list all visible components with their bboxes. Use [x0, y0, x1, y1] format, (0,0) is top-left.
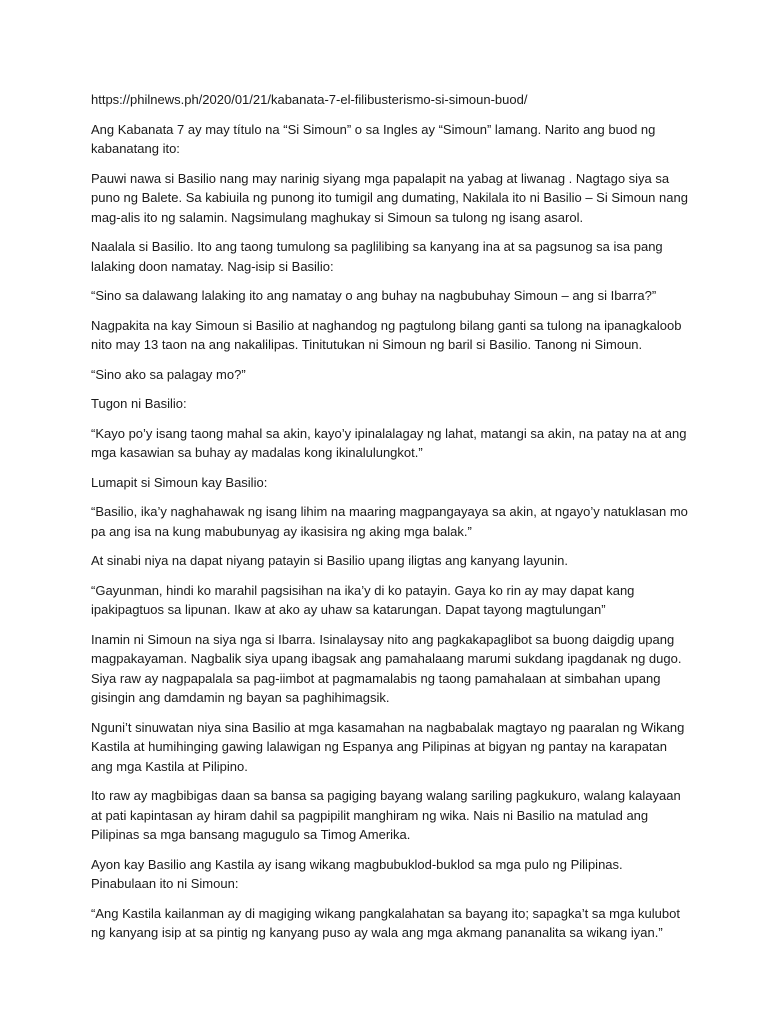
paragraph: Tugon ni Basilio:: [91, 396, 187, 411]
quote-paragraph: “Basilio, ika’y naghahawak ng isang lihim na maaring magpangayaya sa akin, at ngayo’y natuklasan mo pa ang isa na kung mabubunyag ay ikasisira ng aking mga balak.”: [91, 504, 688, 539]
paragraph: Nguni’t sinuwatan niya sina Basilio at mga kasamahan na nagbabalak magtayo ng paaralan ng Wikang Kastila at humihinging gawing lalawigan ng Espanya ang Pilipinas at bigyan ng pantay na karapatan ang mga Kastila at Pilipino.: [91, 719, 685, 774]
source-url: https://philnews.ph/2020/01/21/kabanata-7-el-filibusterismo-si-simoun-buod/: [91, 92, 528, 107]
paragraph: Pauwi nawa si Basilio nang may narinig siyang mga papalapit na yabag at liwanag . Nagtago siya sa puno ng Balete. Sa kabiuila ng punong ito tumigil ang dumating, Nakilala ito ni Basilio – Si Simoun nang mag-alis ito ng salamin. Nagsimulang maghukay si Simoun sa tulong ng isang asarol.: [91, 170, 688, 225]
paragraph: Inamin ni Simoun na siya nga si Ibarra. Isinalaysay nito ang pagkakapaglibot sa buong daigdig upang magpakayaman. Nagbalik siya upang ibagsak ang pamahalaang marumi sukdang ipagdanak ng dugo. Siya raw ay nagpapalala sa pag-iimbot at pagmamalabis ng taong pamahalaan at simbahan upang gisingin ang damdamin ng bayan sa paghihimagsik.: [91, 631, 682, 705]
quote-paragraph: “Kayo po’y isang taong mahal sa akin, kayo’y ipinalalagay ng lahat, matangi sa akin, na patay na at ang mga kasawian sa buhay ay madalas kong ikinalulungkot.”: [91, 425, 687, 460]
quote-paragraph: “Ang Kastila kailanman ay di magiging wikang pangkalahatan sa bayang ito; sapagka’t sa mga kulubot ng kanyang isip at sa pintig ng kanyang puso ay wala ang mga akmang pananalita sa wikang iyan.”: [91, 905, 680, 940]
paragraph: At sinabi niya na dapat niyang patayin si Basilio upang iligtas ang kanyang layunin.: [91, 553, 568, 568]
quote-paragraph: “Sino ako sa palagay mo?”: [91, 366, 246, 382]
paragraph: Ayon kay Basilio ang Kastila ay isang wikang magbubuklod-buklod sa mga pulo ng Pilipinas. Pinabulaan ito ni Simoun:: [91, 856, 623, 891]
paragraph: Nagpakita na kay Simoun si Basilio at naghandog ng pagtulong bilang ganti sa tulong na ipanagkaloob nito may 13 taon na ang nakalilipas. Tinitutukan ni Simoun ng baril si Basilio. Tanong ni Simoun.: [91, 317, 682, 352]
paragraph: Lumapit si Simoun kay Basilio:: [91, 474, 268, 490]
quote-paragraph: “Sino sa dalawang lalaking ito ang namatay o ang buhay na nagbubuhay Simoun – ang si Ibarra?”: [91, 288, 657, 303]
paragraph: Ito raw ay magbibigas daan sa bansa sa pagiging bayang walang sariling pagkukuro, walang kalayaan at pati kapintasan ay hiram dahil sa pagpipilit manghiram ng wika. Nais ni Basilio na matulad ang Pilipinas sa mga bansang magugulo sa Timog Amerika.: [91, 788, 681, 842]
quote-paragraph: “Gayunman, hindi ko marahil pagsisihan na ika’y di ko patayin. Gaya ko rin ay may dapat kang ipakipagtuos sa lipunan. Ikaw at ako ay uhaw sa katarungan. Dapat tayong magtulungan”: [91, 582, 635, 617]
document-page: [91, 90, 691, 953]
paragraph: Naalala si Basilio. Ito ang taong tumulong sa paglilibing sa kanyang ina at sa pagsunog sa isa pang lalaking doon namatay. Nag-isip si Basilio:: [91, 239, 663, 274]
paragraph-intro: Ang Kabanata 7 ay may título na “Si Simoun” o sa Ingles ay “Simoun” lamang. Narito ang buod ng kabanatang ito:: [91, 121, 656, 156]
